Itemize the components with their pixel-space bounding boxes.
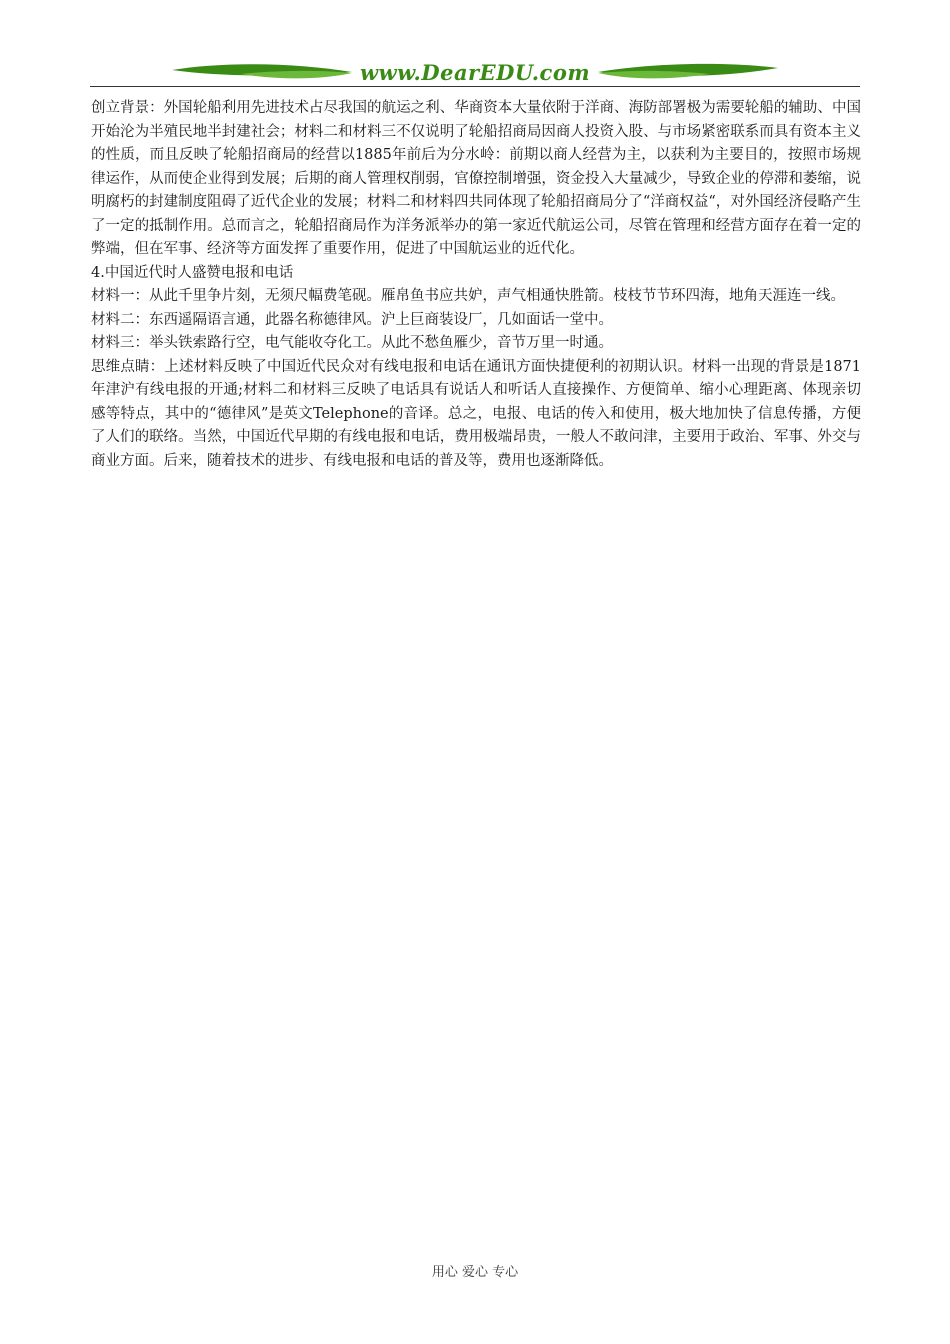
page-header <box>90 56 860 88</box>
paragraph-material-1: 材料一：从此千里争片刻，无须尺幅费笔砚。雁帛鱼书应共妒，声气相通快胜箭。枝枝节节环四海，地角天涯连一线。 <box>91 288 845 304</box>
site-logo-text[interactable]: www.DearEDU.com <box>359 60 591 85</box>
header-divider <box>90 86 860 87</box>
paragraph-background: 创立背景：外国轮船利用先进技术占尽我国的航运之利、华商资本大量依附于洋商、海防部署极为需要轮船的辅助、中国开始沦为半殖民地半封建社会；材料二和材料三不仅说明了轮船招商局因商人投资入股、与市场紧密联系而具有资本主义的性质，而且反映了轮船招商局的经营以1885年前后为分水岭：前期以商人经营为主，以获利为主要目的，按照市场规律运作，从而使企业得到发展；后期的商人管理权削弱，官僚控制增强，资金投入大量减少，导致企业的停滞和萎缩，说明腐朽的封建制度阻碍了近代企业的发展；材料二和材料四共同体现了轮船招商局分了“洋商权益“，对外国经济侵略产生了一定的抵制作用。总而言之，轮船招商局作为洋务派举办的第一家近代航运公司，尽管在管理和经营方面存在着一定的弊端，但在军事、经济等方面发挥了重要作用，促进了中国航运业的近代化。 <box>91 100 861 257</box>
paragraph-material-3: 材料三：举头铁索路行空，电气能收夺化工。从此不愁鱼雁少，音节万里一时通。 <box>91 335 613 351</box>
paragraph-analysis: 思维点睛：上述材料反映了中国近代民众对有线电报和电话在通讯方面快捷便利的初期认识。材料一出现的背景是1871年津沪有线电报的开通;材料二和材料三反映了电话具有说话人和听话人直接操作、方便简单、缩小心理距离、体现亲切感等特点，其中的“德律风”是英文Telephone的音译。总之，电报、电话的传入和使用，极大地加快了信息传播，方便了人们的联络。当然，中国近代早期的有线电报和电话，费用极端昂贵，一般人不敢问津，主要用于政治、军事、外交与商业方面。后来，随着技术的进步、有线电报和电话的普及等，费用也逐渐降低。 <box>91 358 861 469</box>
document-body <box>91 97 861 473</box>
section-heading-telegraph: 4.中国近代时人盛赞电报和电话 <box>91 264 294 281</box>
paragraph-material-2: 材料二：东西遥隔语言通，此器名称德律风。沪上巨商装设厂，几如面话一堂中。 <box>91 311 613 328</box>
page-footer: 用心 爱心 专心 <box>431 1265 519 1280</box>
